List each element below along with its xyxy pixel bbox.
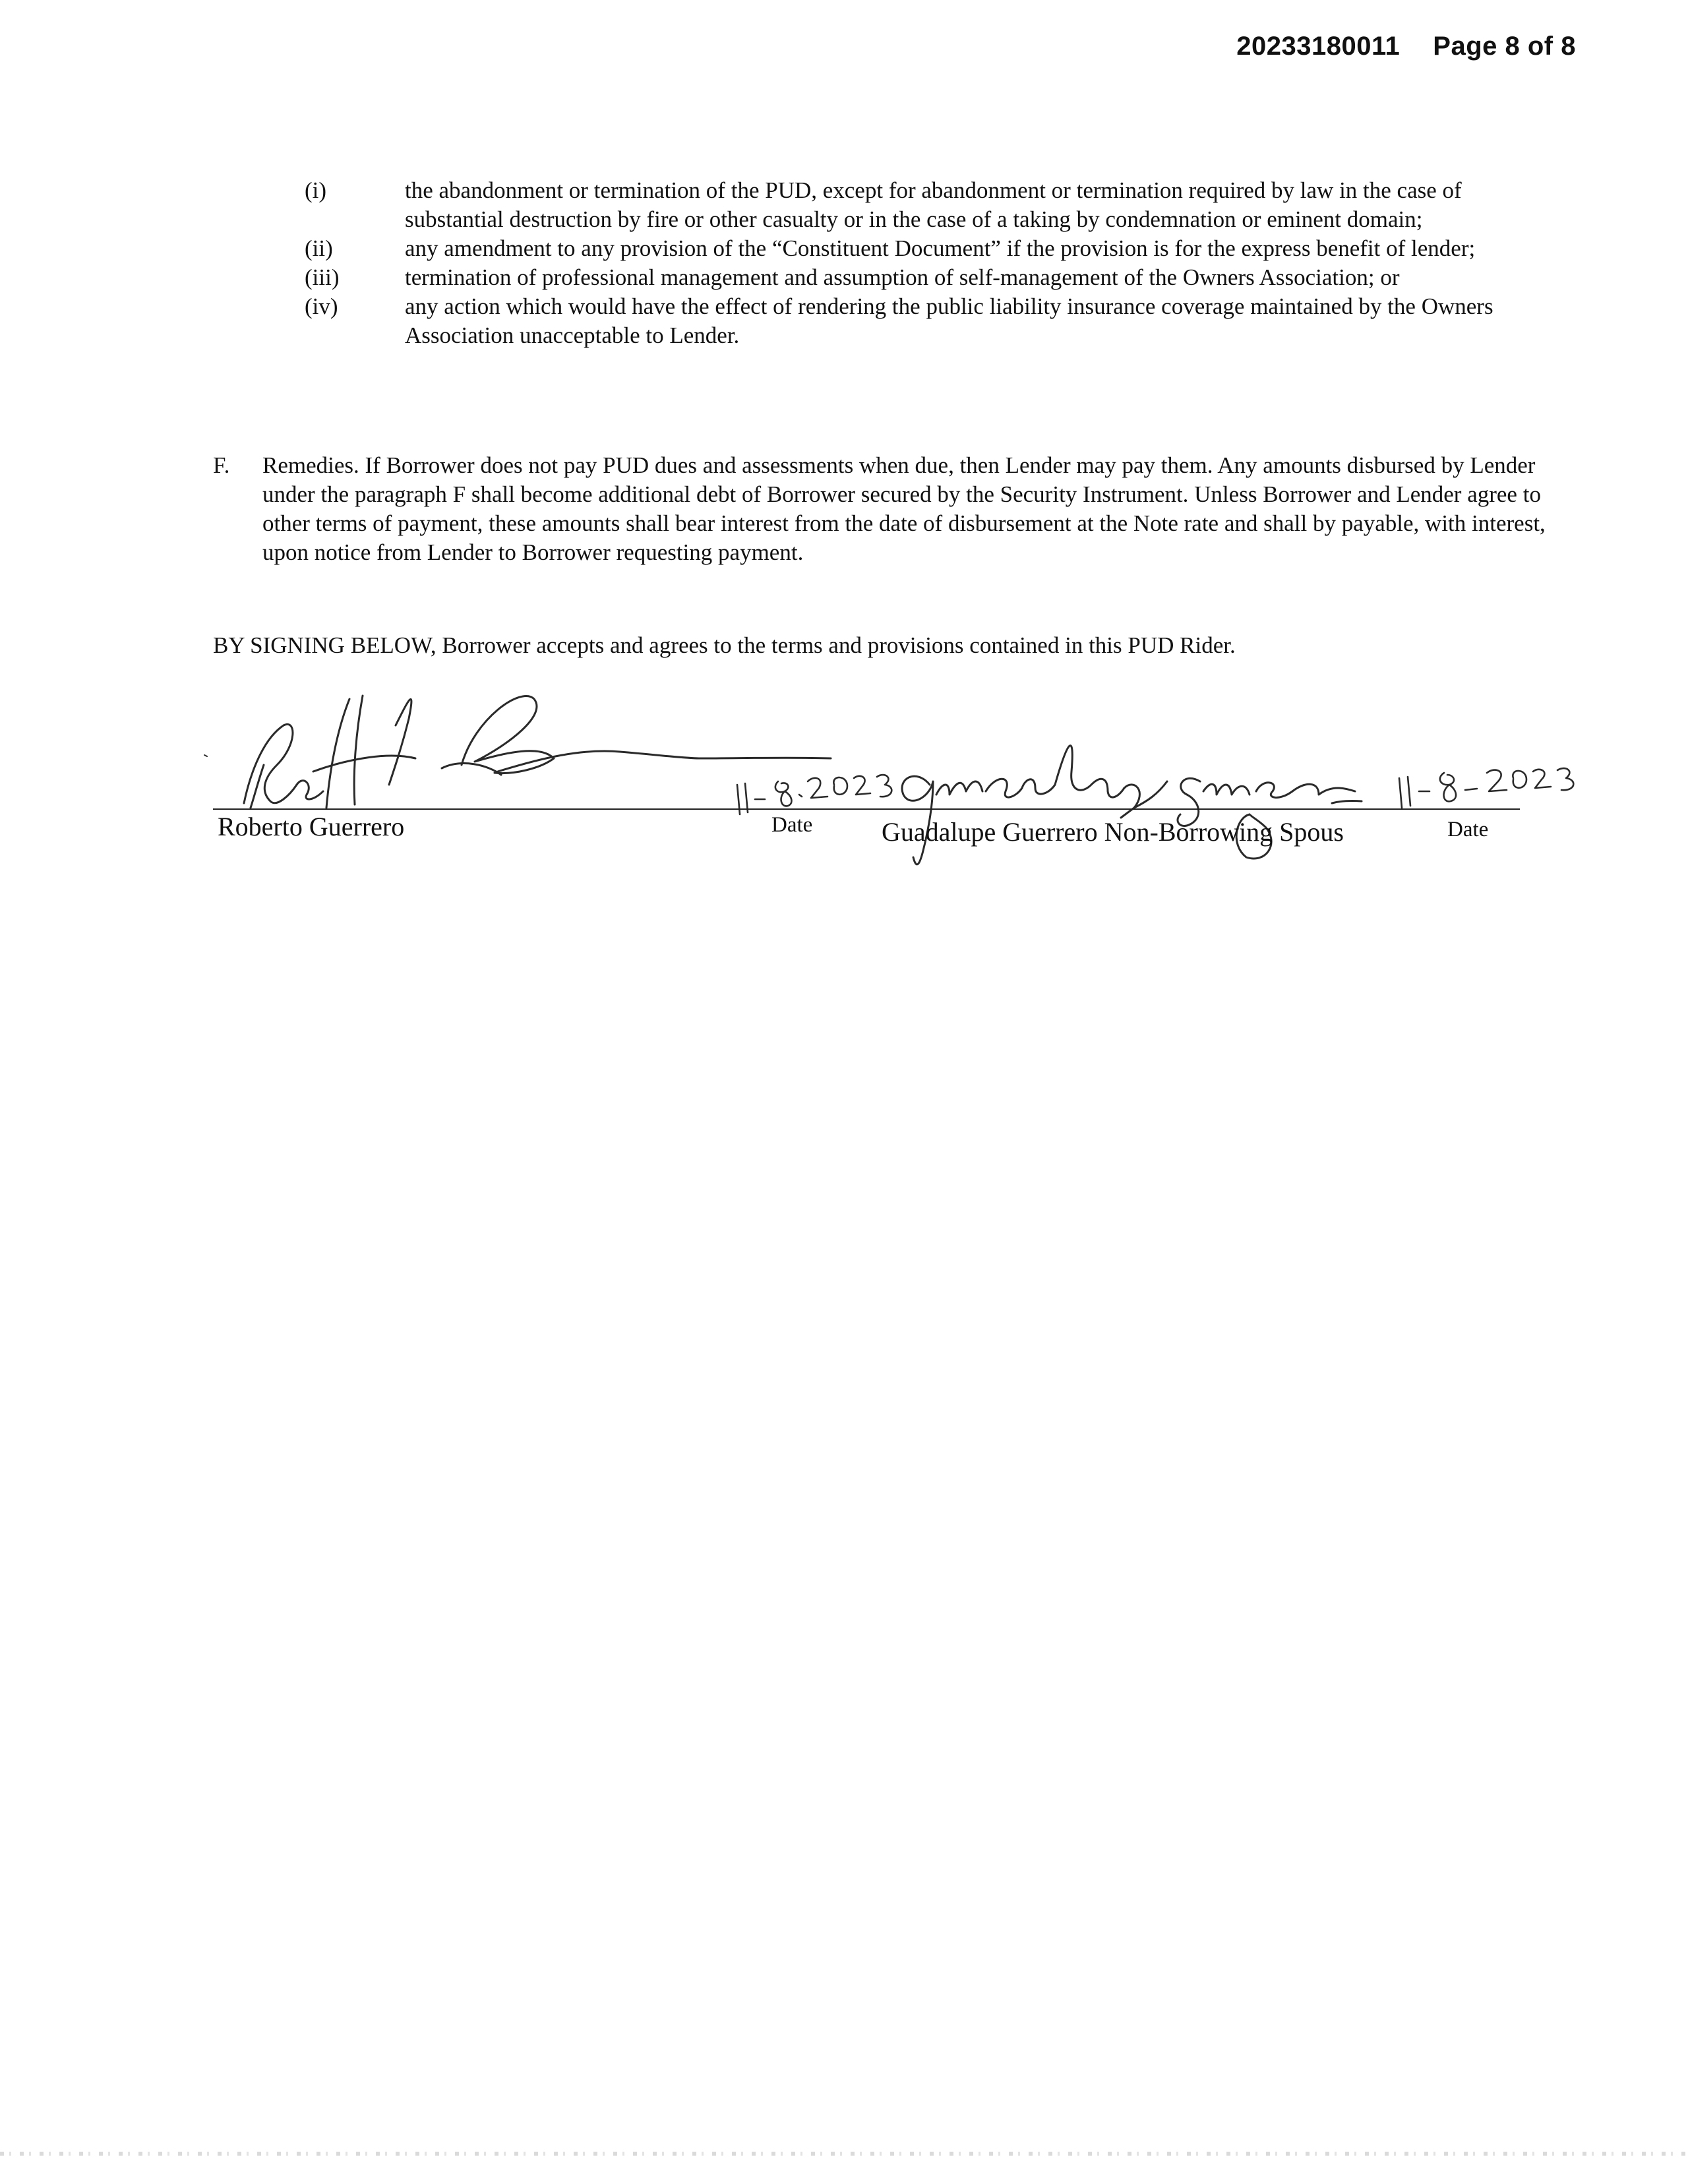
remedies-text: Remedies. If Borrower does not pay PUD dues and assessments when due, then Lender may pay them. Any amounts disbursed by Lender under the paragraph F shall become additional debt of Borrower secured by the Security Instrument. Unless Borrower and Lender agree to other terms of payment, these amounts shall bear interest from the date of disbursement at the Note rate and shall by payable, with interest, upon notice from Lender to Borrower requesting payment. (262, 452, 1546, 565)
header-reference (1236, 32, 1576, 61)
spouse-signature-line (880, 808, 1520, 810)
spouse-name: Guadalupe Guerrero Non-Borrowing Spous (882, 817, 1344, 847)
spouse-handwritten-date (1399, 768, 1573, 808)
borrower-date-label: Date (771, 813, 813, 837)
handwritten-signatures (198, 659, 1662, 897)
clause-text: any action which would have the effect of rendering the public liability insurance coverage maintained by the Owners Association unacceptable to Lender. (405, 293, 1493, 348)
clause-item (305, 176, 1557, 234)
clause-number: (ii) (305, 235, 333, 261)
clause-number: (iv) (305, 293, 338, 319)
remedies-paragraph (213, 451, 1571, 567)
clause-text: termination of professional management and assumption of self-management of the Owners Association; or (405, 264, 1400, 290)
recording-number: 20233180011 (1236, 32, 1401, 61)
clause-text: the abandonment or termination of the PUD, except for abandonment or termination required by law in the case of substantial destruction by fire or other casualty or in the case of a taking by condemnation or eminent domain; (405, 177, 1462, 232)
remedies-letter: F. (213, 452, 230, 478)
borrower-signature (244, 696, 831, 808)
borrower-signature-line (213, 808, 892, 810)
stray-mark (204, 755, 207, 756)
page-label: Page 8 of 8 (1433, 32, 1576, 61)
clause-number: (iii) (305, 264, 340, 290)
signing-statement: BY SIGNING BELOW, Borrower accepts and agrees to the terms and provisions contained in this PUD Rider. (213, 632, 1236, 658)
scan-edge-artifact (0, 2152, 1688, 2156)
spouse-date-label: Date (1447, 818, 1489, 841)
clause-number: (i) (305, 177, 327, 203)
clause-item (305, 234, 1557, 263)
borrower-name: Roberto Guerrero (218, 812, 405, 841)
clause-list (305, 176, 1557, 350)
clause-item (305, 292, 1557, 350)
clause-item (305, 263, 1557, 292)
clause-text: any amendment to any provision of the “Constituent Document” if the provision is for the express benefit of lender; (405, 235, 1476, 261)
